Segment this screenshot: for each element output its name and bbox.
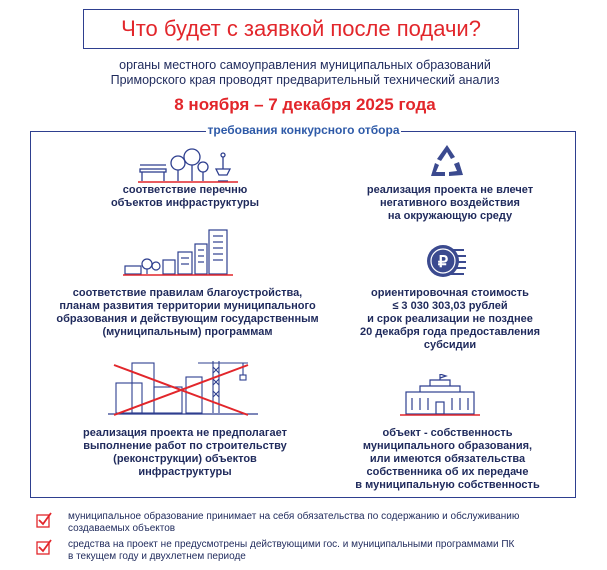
checkbox-check-icon xyxy=(36,539,52,555)
requirement-line: или имеются обязательства xyxy=(369,453,526,465)
requirement-line: в муниципальную собственность xyxy=(355,479,540,491)
requirement-line: и срок реализации не позднее xyxy=(367,313,533,325)
requirement-line: (реконструкции) объектов xyxy=(113,453,257,465)
checkbox-check-icon xyxy=(36,512,52,528)
ruble-coins-icon xyxy=(426,242,472,280)
requirement-2 xyxy=(330,184,570,223)
requirement-line: объектов инфраструктуры xyxy=(110,197,260,209)
title-box xyxy=(83,9,519,49)
requirement-line: муниципального образования, xyxy=(362,440,533,452)
requirement-line: планам развития территории муниципального xyxy=(59,300,316,312)
note-line: в текущем году и двухлетнем периоде xyxy=(68,551,246,562)
subtitle-line: Приморского края проводят предварительный технический анализ xyxy=(110,73,500,87)
note-1 xyxy=(68,511,588,535)
dates-heading: 8 ноября – 7 декабря 2025 года xyxy=(174,95,436,114)
requirement-line: негативного воздействия xyxy=(380,197,520,209)
requirement-4 xyxy=(320,287,580,352)
requirement-line: ≤ 3 030 303,03 рублей xyxy=(392,300,508,312)
note-line: средства на проект не предусмотрены действующими гос. и муниципальными программами ПК xyxy=(68,539,515,550)
requirement-line: образования и действующим государственным xyxy=(56,313,319,325)
requirement-line: инфраструктуры xyxy=(138,466,232,478)
requirement-line: (муниципальным) программам xyxy=(102,326,273,338)
requirement-line: на окружающую среду xyxy=(387,210,513,222)
requirement-line: соответствие правилам благоустройства, xyxy=(72,287,303,299)
note-2 xyxy=(68,539,588,563)
requirement-line: собственника об их передаче xyxy=(366,466,529,478)
requirement-line: выполнение работ по строительству xyxy=(83,440,287,452)
requirement-line: реализация проекта не предполагает xyxy=(83,427,287,439)
requirement-line: ориентировочная стоимость xyxy=(371,287,529,299)
requirement-line: объект - собственность xyxy=(382,427,513,439)
requirements-label: требования конкурсного отбора xyxy=(207,123,400,137)
requirement-6 xyxy=(325,427,570,492)
requirement-line: реализация проекта не влечет xyxy=(366,184,534,196)
requirement-1 xyxy=(70,184,300,210)
frame-border-right xyxy=(401,131,576,132)
requirement-3 xyxy=(55,287,320,339)
note-line: создаваемых объектов xyxy=(68,523,176,534)
page-title: Что будет с заявкой после подачи? xyxy=(121,16,481,41)
recycle-icon xyxy=(427,142,467,182)
requirement-line: субсидии xyxy=(423,339,477,351)
park-icon xyxy=(138,147,238,187)
note-line: муниципальное образование принимает на себя обязательства по содержанию и обслуживанию xyxy=(68,511,520,522)
crossed-construction-icon xyxy=(108,357,258,419)
requirement-line: соответствие перечню xyxy=(122,184,248,196)
svg-text:₽: ₽ xyxy=(437,254,449,271)
requirement-line: 20 декабря года предоставления xyxy=(359,326,541,338)
subtitle xyxy=(60,58,550,88)
subtitle-line: органы местного самоуправления муниципальных образований xyxy=(119,58,491,72)
municipal-building-icon xyxy=(400,374,480,418)
requirement-5 xyxy=(60,427,310,479)
city-plan-icon xyxy=(123,226,238,278)
frame-border-left xyxy=(30,131,206,132)
